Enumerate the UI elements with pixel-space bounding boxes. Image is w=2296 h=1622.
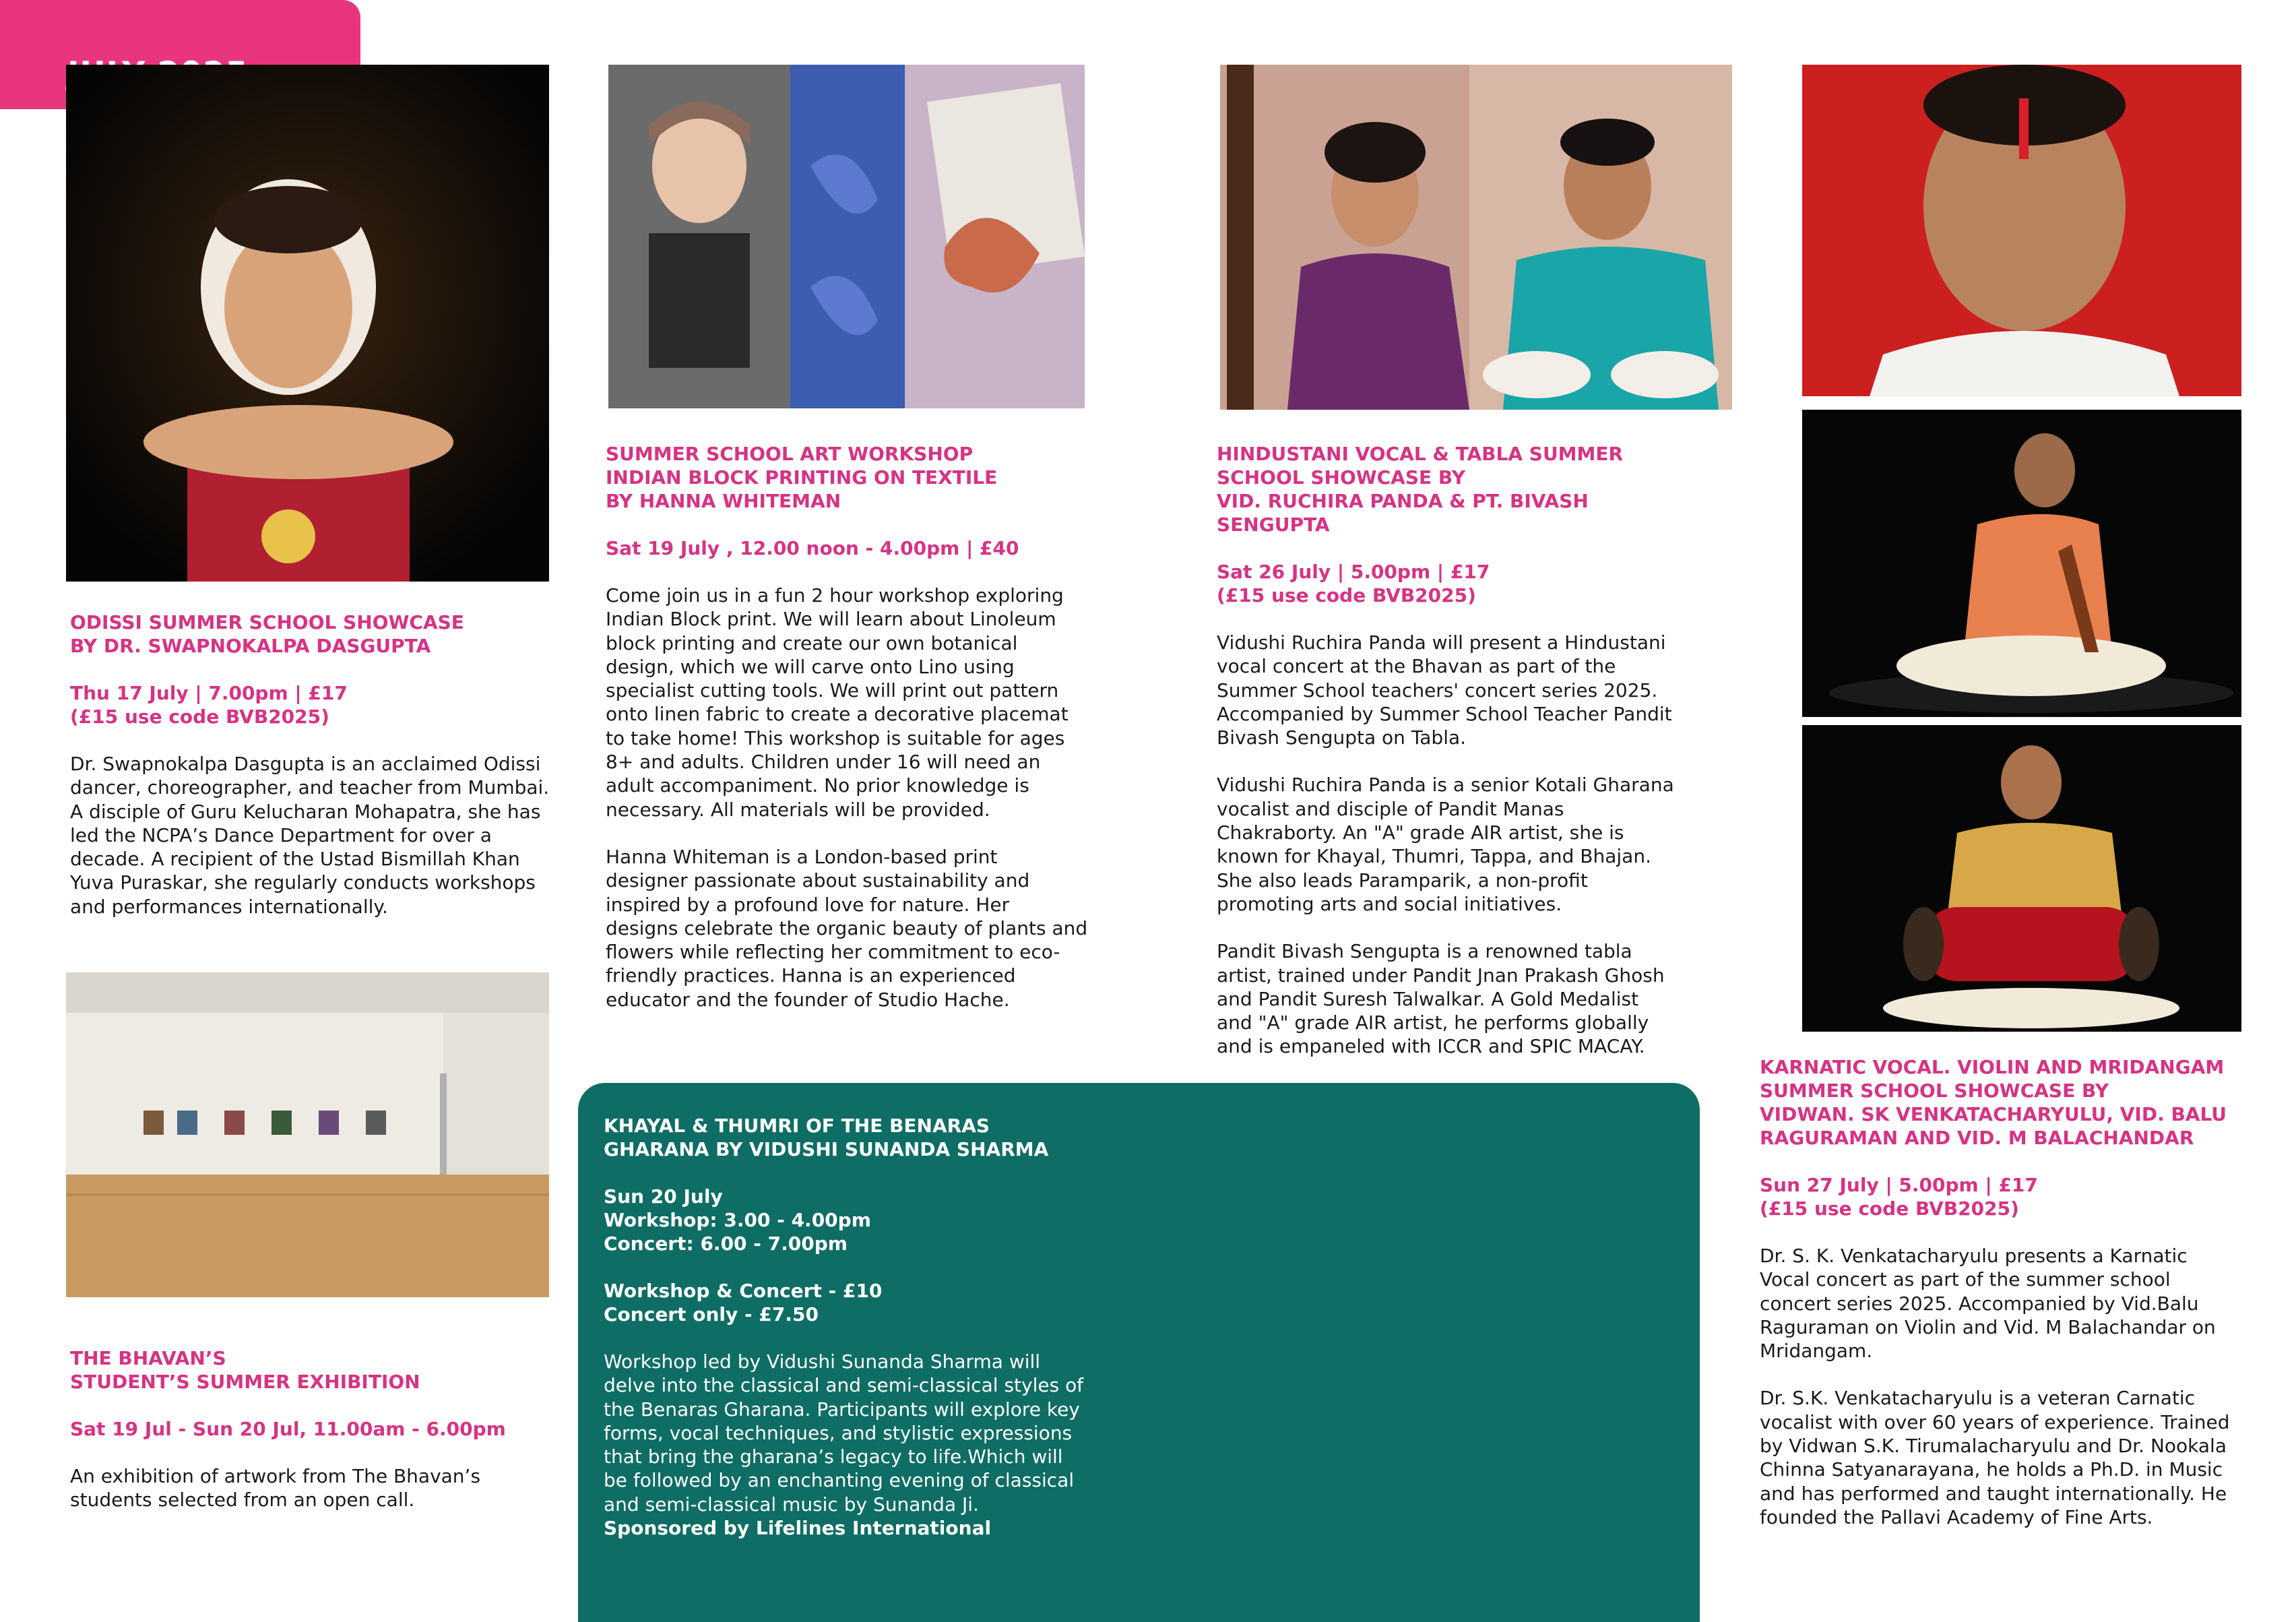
event-body-line: Vocal concert as part of the summer school <box>1760 1268 2171 1291</box>
event-title-line: KARNATIC VOCAL. VIOLIN AND MRIDANGAM <box>1760 1056 2225 1078</box>
hindustani-duo-photo <box>1220 65 1732 410</box>
event-body-line: founded the Pallavi Academy of Fine Arts. <box>1760 1505 2153 1528</box>
event-body-line: students selected from an open call. <box>70 1489 415 1511</box>
event-date: Sat 26 July | 5.00pm | £17 <box>1217 561 1490 583</box>
event-body-line: that bring the gharana’s legacy to life.Which will <box>604 1445 1063 1468</box>
event-body-line: the Benaras Gharana. Participants will explore key <box>604 1398 1080 1421</box>
event-body-line: promoting arts and social initiatives. <box>1217 892 1562 915</box>
odissi-dancer-photo <box>66 65 549 582</box>
event-body-line: designs celebrate the organic beauty of plants and <box>606 916 1088 939</box>
odissi-event <box>70 611 569 918</box>
event-body-line: vocalist and disciple of Pandit Manas <box>1217 797 1564 820</box>
event-body-line: educator and the founder of Studio Hache. <box>606 988 1010 1011</box>
karnatic-vocalist-photo <box>1802 65 2241 396</box>
event-body-line: Workshop led by Vidushi Sunanda Sharma will <box>604 1350 1041 1373</box>
event-body-line: adult accompaniment. No prior knowledge is <box>606 774 1029 797</box>
event-body-line: led the NCPA’s Dance Department for over a <box>70 823 492 846</box>
event-body-line: and Pandit Suresh Talwalkar. A Gold Medalist <box>1217 987 1639 1010</box>
event-body-line: concert series 2025. Accompanied by Vid.Balu <box>1760 1292 2199 1315</box>
event-body-line: flowers while reflecting her commitment to eco- <box>606 941 1060 964</box>
event-body-line: 8+ and adults. Children under 16 will need an <box>606 751 1041 774</box>
block-printing-photo <box>608 65 1085 408</box>
event-body-line: forms, vocal techniques, and stylistic expressions <box>604 1421 1073 1444</box>
event-body-line: inspired by a profound love for nature. Her <box>606 893 1010 916</box>
event-body-line: designer passionate about sustainability and <box>606 869 1030 892</box>
event-body-line: and "A" grade AIR artist, he performs globally <box>1217 1011 1649 1034</box>
event-title-line: HINDUSTANI VOCAL & TABLA SUMMER <box>1217 443 1624 465</box>
event-date: Sat 19 Jul - Sun 20 Jul, 11.00am - 6.00pm <box>70 1418 506 1440</box>
event-body-line: by Vidwan S.K. Tirumalacharyulu and Dr. Nookala <box>1760 1435 2227 1458</box>
event-title-line: ODISSI SUMMER SCHOOL SHOWCASE <box>70 611 464 633</box>
event-body-line: A disciple of Guru Kelucharan Mohapatra, she has <box>70 800 541 823</box>
event-title-line: THE BHAVAN’S <box>70 1347 226 1369</box>
event-title-line: BY HANNA WHITEMAN <box>606 490 841 512</box>
event-body-line: friendly practices. Hanna is an experienced <box>606 964 1016 987</box>
event-body-line: Accompanied by Summer School Teacher Pandit <box>1217 702 1672 725</box>
event-body-line: Dr. S. K. Venkatacharyulu presents a Karnatic <box>1760 1245 2188 1267</box>
event-schedule-line: Concert: 6.00 - 7.00pm <box>604 1233 848 1255</box>
event-body-line: Chakraborty. An "A" grade AIR artist, she is <box>1217 821 1624 844</box>
event-body-line: vocal concert at the Bhavan as part of the <box>1217 655 1616 678</box>
event-body-line: necessary. All materials will be provided. <box>606 798 990 821</box>
khayal-event <box>604 1114 1136 1540</box>
event-title-line: VIDWAN. SK VENKATACHARYULU, VID. BALU <box>1760 1103 2227 1125</box>
event-title-line: GHARANA BY VIDUSHI SUNANDA SHARMA <box>604 1138 1049 1160</box>
event-price-line: Concert only - £7.50 <box>604 1303 819 1325</box>
event-body-line: and semi-classical music by Sunanda Ji. <box>604 1493 979 1516</box>
event-body-line: Raguraman on Violin and Vid. M Balachandar on <box>1760 1315 2216 1338</box>
event-body-line: vocalist with over 60 years of experience. Trained <box>1760 1410 2230 1433</box>
event-title-line: INDIAN BLOCK PRINTING ON TEXTILE <box>606 466 998 489</box>
event-title-line: SUMMER SCHOOL ART WORKSHOP <box>606 443 974 465</box>
violinist-photo <box>1802 410 2241 717</box>
event-body-line: delve into the classical and semi-classical styles of <box>604 1374 1084 1397</box>
event-body-line: and performances internationally. <box>70 895 388 918</box>
event-title-line: KHAYAL & THUMRI OF THE BENARAS <box>604 1115 990 1137</box>
mridangam-player-photo <box>1802 725 2241 1032</box>
exhibition-event <box>70 1346 569 1512</box>
exhibition-hall-photo <box>66 972 549 1297</box>
event-schedule-line: Workshop: 3.00 - 4.00pm <box>604 1209 871 1231</box>
event-date: Thu 17 July | 7.00pm | £17 <box>70 682 348 704</box>
event-body-line: Dr. S.K. Venkatacharyulu is a veteran Carnatic <box>1760 1387 2196 1410</box>
event-date: Sun 20 July <box>604 1185 723 1208</box>
event-body-line: and has performed and taught internationally. He <box>1760 1482 2227 1505</box>
event-body-line: to take home! This workshop is suitable for ages <box>606 726 1065 749</box>
event-body-line: Vidushi Ruchira Panda is a senior Kotali Gharana <box>1217 774 1674 797</box>
event-body-line: specialist cutting tools. We will print out pattern <box>606 679 1059 702</box>
event-body-line: Hanna Whiteman is a London-based print <box>606 845 998 868</box>
event-title-line: STUDENT’S SUMMER EXHIBITION <box>70 1371 420 1393</box>
sponsor-line: Sponsored by Lifelines International <box>604 1517 992 1540</box>
event-body-line: onto linen fabric to create a decorative placemat <box>606 703 1069 726</box>
event-discount: (£15 use code BVB2025) <box>1217 584 1476 606</box>
event-price-line: Workshop & Concert - £10 <box>604 1280 883 1302</box>
event-body-line: Mridangam. <box>1760 1340 1873 1363</box>
event-body-line: design, which we will carve onto Lino using <box>606 655 1015 678</box>
block-printing-event <box>606 442 1118 1011</box>
event-body-line: She also leads Paramparik, a non-profit <box>1217 869 1588 892</box>
event-body-line: Bivash Sengupta on Tabla. <box>1217 726 1467 749</box>
event-discount: (£15 use code BVB2025) <box>1760 1197 2019 1220</box>
event-body-line: known for Khayal, Thumri, Tappa, and Bhajan. <box>1217 845 1651 868</box>
event-body-line: artist, trained under Pandit Jnan Prakash Ghosh <box>1217 964 1665 987</box>
event-title-line: VID. RUCHIRA PANDA & PT. BIVASH <box>1217 490 1589 512</box>
event-title-line: SUMMER SCHOOL SHOWCASE BY <box>1760 1080 2109 1102</box>
event-body-line: Summer School teachers' concert series 2025. <box>1217 679 1658 701</box>
event-body-line: Indian Block print. We will learn about Linoleum <box>606 608 1056 631</box>
event-body-line: Vidushi Ruchira Panda will present a Hindustani <box>1217 631 1666 654</box>
event-body-line: dancer, choreographer, and teacher from Mumbai. <box>70 776 550 799</box>
event-body-line: Pandit Bivash Sengupta is a renowned tabla <box>1217 940 1632 963</box>
karnatic-event <box>1760 1055 2285 1529</box>
event-body-line: block printing and create our own botanical <box>606 631 1018 654</box>
event-discount: (£15 use code BVB2025) <box>70 706 329 728</box>
event-title-line: RAGURAMAN AND VID. M BALACHANDAR <box>1760 1127 2194 1149</box>
event-date: Sat 19 July , 12.00 noon - 4.00pm | £40 <box>606 537 1019 559</box>
event-title-line: SCHOOL SHOWCASE BY <box>1217 466 1465 489</box>
event-body-line: An exhibition of artwork from The Bhavan’s <box>70 1465 481 1487</box>
event-title-line: BY DR. SWAPNOKALPA DASGUPTA <box>70 635 431 657</box>
event-body-line: Chinna Satyanarayana, he holds a Ph.D. in Music <box>1760 1458 2223 1481</box>
event-date: Sun 27 July | 5.00pm | £17 <box>1760 1174 2038 1196</box>
event-body-line: be followed by an enchanting evening of classical <box>604 1469 1075 1492</box>
event-body-line: Dr. Swapnokalpa Dasgupta is an acclaimed Odissi <box>70 753 541 775</box>
event-title-line: SENGUPTA <box>1217 513 1330 536</box>
event-body-line: Yuva Puraskar, she regularly conducts workshops <box>70 871 536 894</box>
event-body-line: decade. A recipient of the Ustad Bismillah Khan <box>70 848 520 871</box>
event-body-line: Come join us in a fun 2 hour workshop exploring <box>606 584 1064 606</box>
hindustani-event <box>1217 442 1729 1059</box>
event-body-line: and is empaneled with ICCR and SPIC MACAY. <box>1217 1035 1645 1058</box>
